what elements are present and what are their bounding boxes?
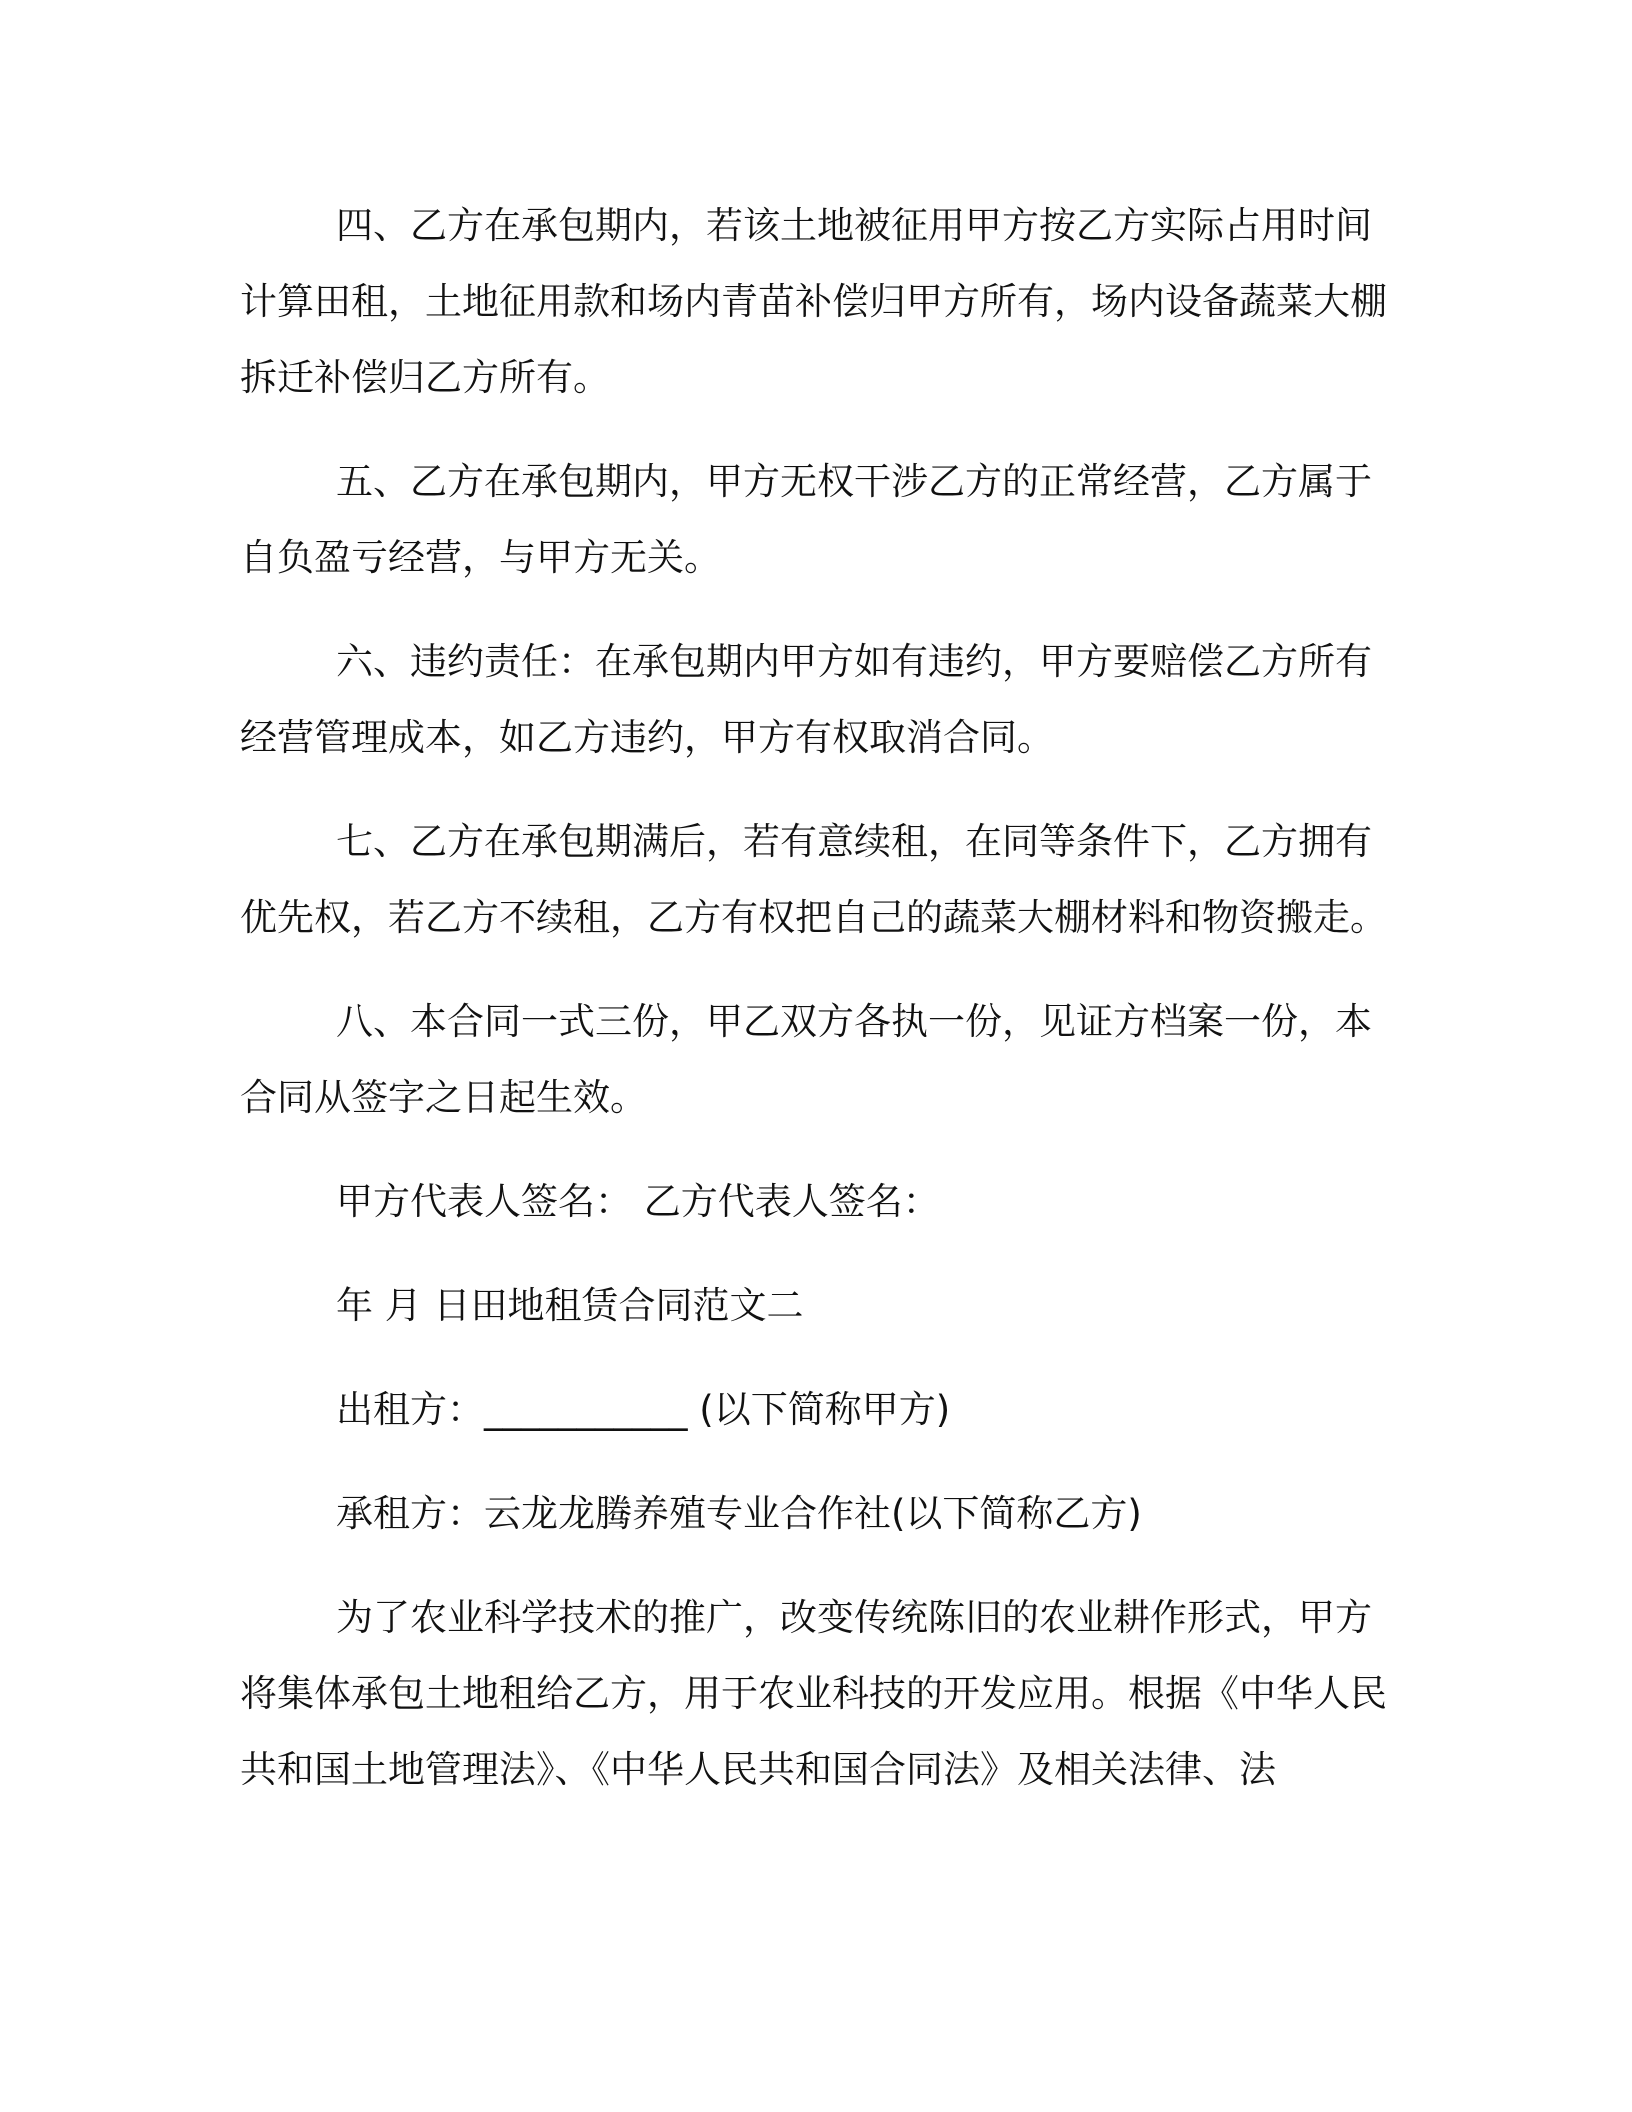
document-body [240, 188, 1390, 1836]
clause-seven: 七、乙方在承包期满后，若有意续租，在同等条件下，乙方拥有优先权，若乙方不续租，乙方有权把自己的蔬菜大棚材料和物资搬走。 [240, 820, 1387, 939]
lessor-line: 出租方：___________ (以下简称甲方) [336, 1388, 951, 1431]
clause-four: 四、乙方在承包期内，若该土地被征用甲方按乙方实际占用时间计算田租，土地征用款和场内青苗补偿归甲方所有，场内设备蔬菜大棚拆迁补偿归乙方所有。 [240, 204, 1387, 399]
clause-six: 六、违约责任：在承包期内甲方如有违约，甲方要赔偿乙方所有经营管理成本，如乙方违约，甲方有权取消合同。 [240, 640, 1372, 759]
signature-line: 甲方代表人签名： 乙方代表人签名： [336, 1180, 940, 1223]
clause-eight: 八、本合同一式三份，甲乙双方各执一份，见证方档案一份，本合同从签字之日起生效。 [240, 1000, 1372, 1119]
lessee-line: 承租方：云龙龙腾养殖专业合作社(以下简称乙方) [336, 1492, 1142, 1535]
clause-five: 五、乙方在承包期内，甲方无权干涉乙方的正常经营，乙方属于自负盈亏经营，与甲方无关。 [240, 460, 1372, 579]
preamble-paragraph: 为了农业科学技术的推广，改变传统陈旧的农业耕作形式，甲方将集体承包土地租给乙方，用于农业科技的开发应用。根据《中华人民共和国土地管理法》、《中华人民共和国合同法》及相关法律、法 [240, 1596, 1387, 1791]
date-and-sample-title: 年 月 日田地租赁合同范文二 [336, 1284, 804, 1327]
